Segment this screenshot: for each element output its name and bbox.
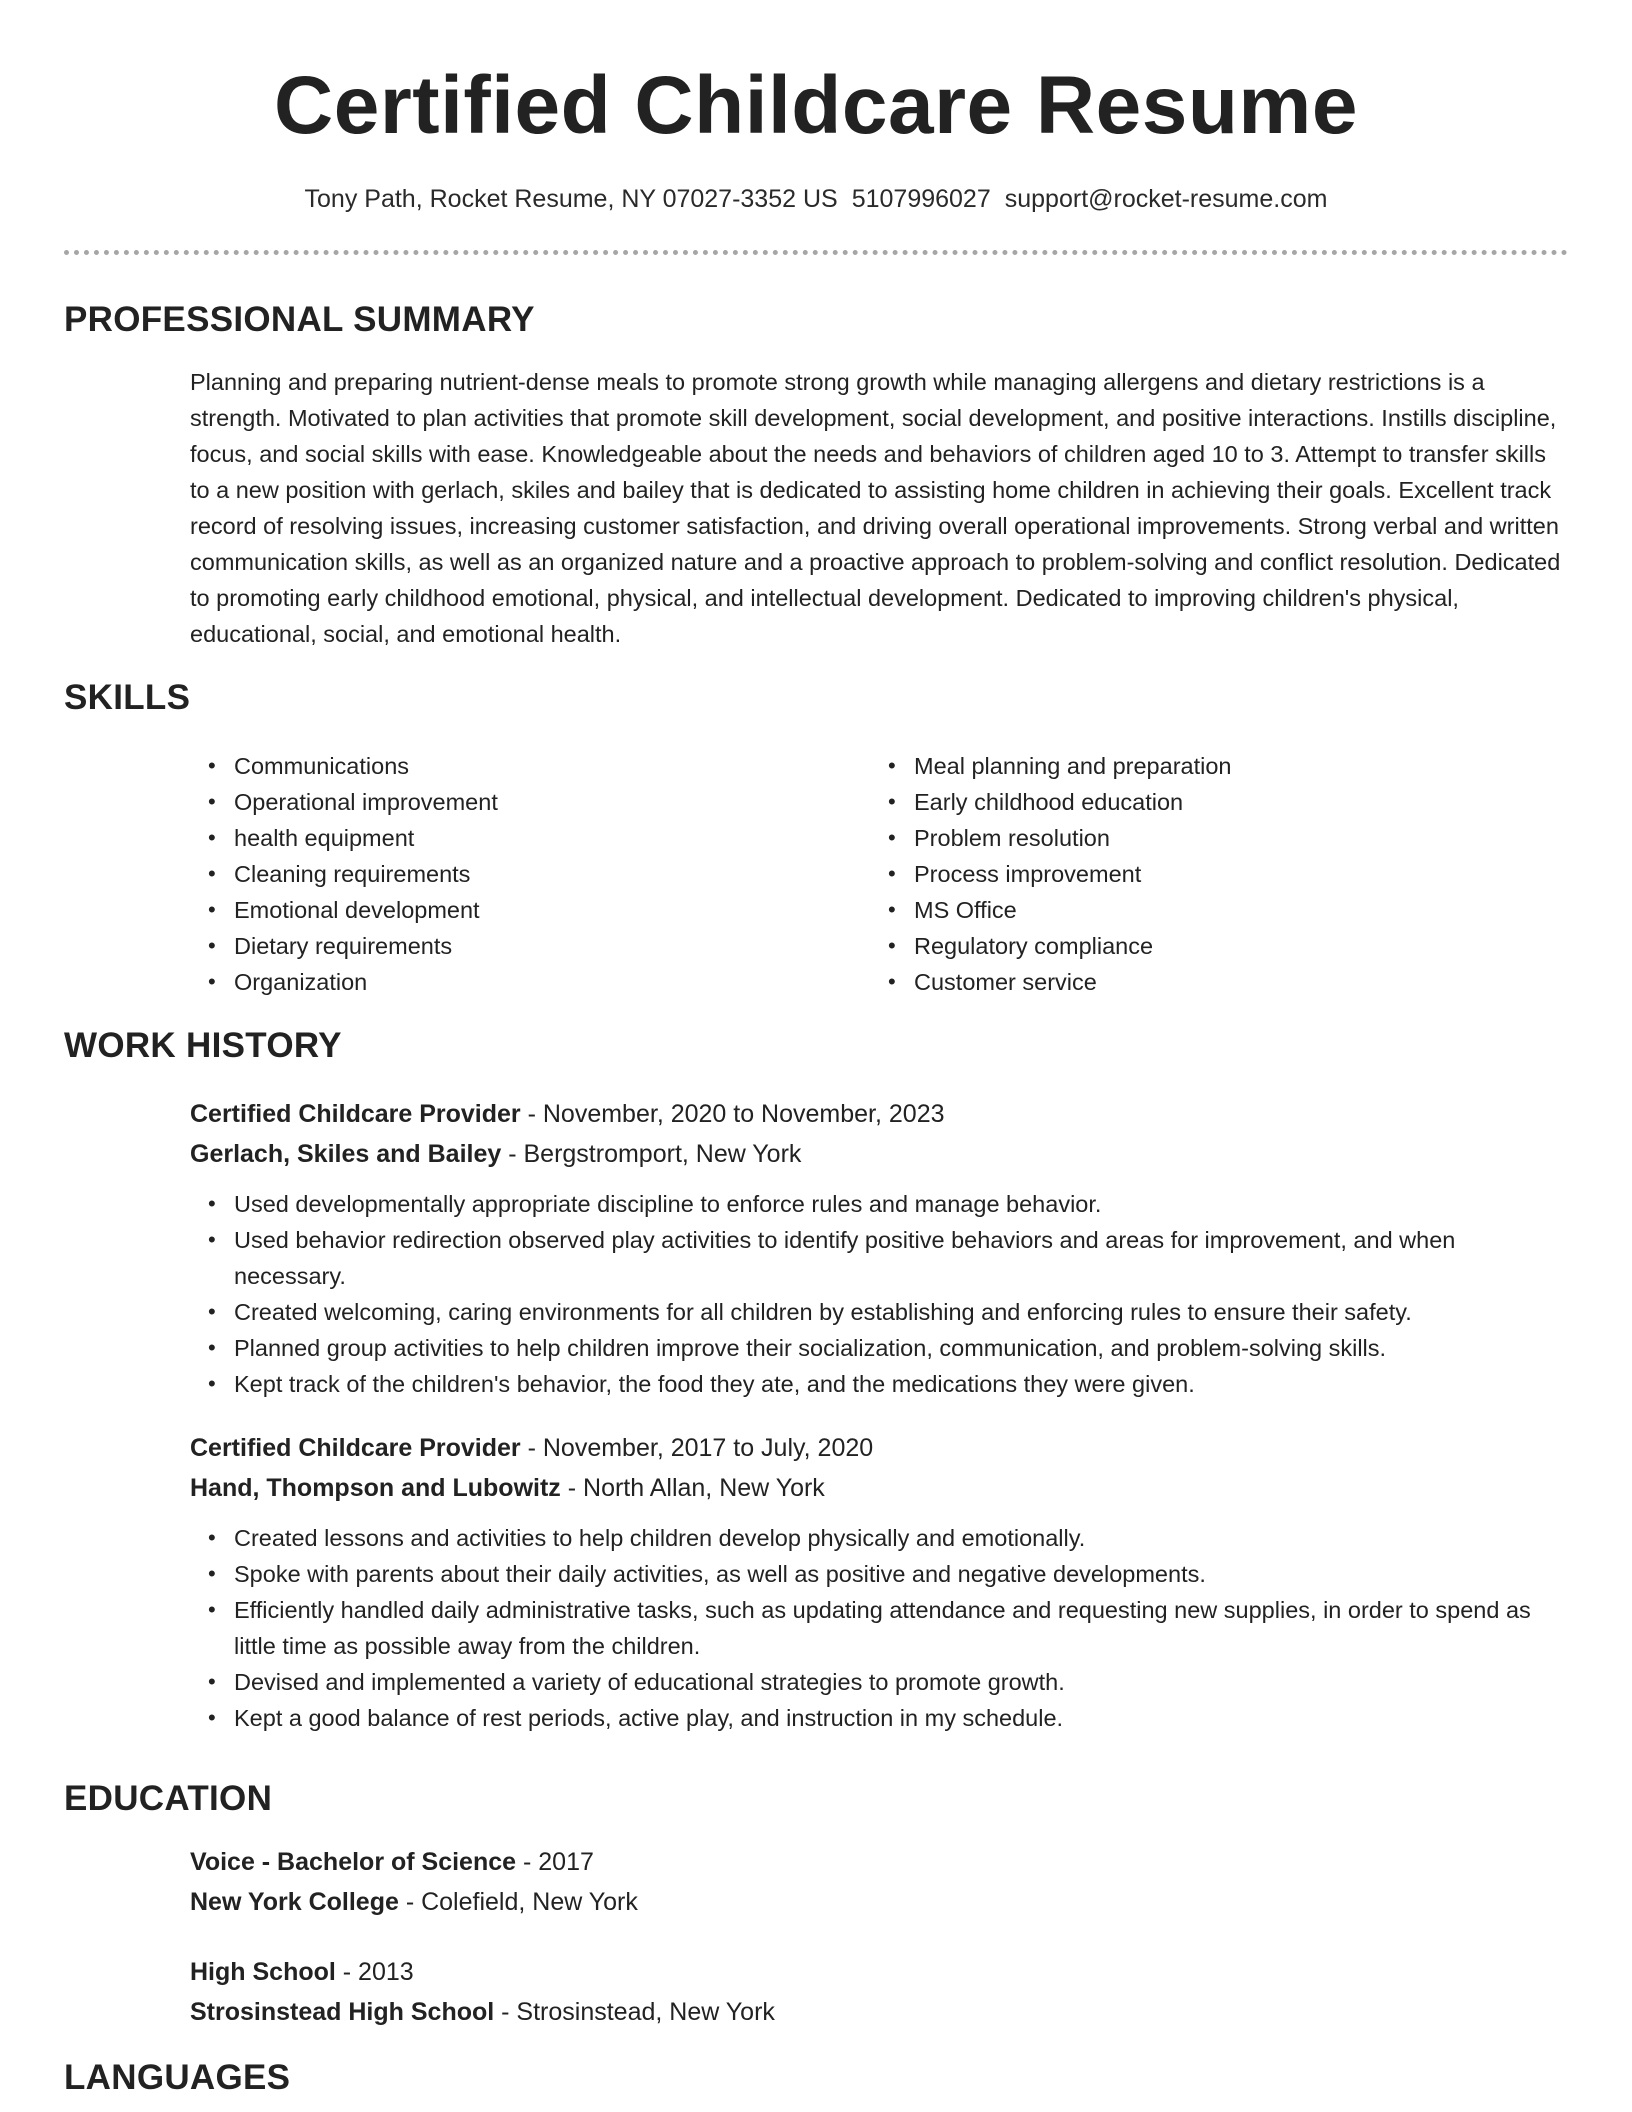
job-bullet: • Used developmentally appropriate discipline to enforce rules and manage behavior. (190, 1186, 1568, 1222)
job-bullet: • Created welcoming, caring environments for all children by establishing and enforcing rules to ensure their safety. (190, 1294, 1568, 1330)
job-title: Certified Childcare Provider (190, 1100, 521, 1128)
skill-item: • Operational improvement (190, 784, 830, 820)
job-bullet: • Spoke with parents about their daily activities, as well as positive and negative developments. (190, 1556, 1568, 1592)
education-degree-line (190, 1952, 1568, 1992)
skill-item: • Communications (190, 748, 830, 784)
summary-text: Planning and preparing nutrient-dense meals to promote strong growth while managing allergens and dietary restrictions is a strength. Motivated to plan activities that promote skill development, social development, and positive interactions. Instills discipline, focus, and social skills with ease. Knowledgeable about the needs and behaviors of children aged 10 to 3. Attempt to transfer skills to a new position with gerlach, skiles and bailey that is dedicated to assisting home children in achieving their goals. Excellent track record of resolving issues, increasing customer satisfaction, and driving overall operational improvements. Strong verbal and written communication skills, as well as an organized nature and a proactive approach to problem-solving and conflict resolution. Dedicated to promoting early childhood emotional, physical, and intellectual development. Dedicated to improving children's physical, educational, social, and emotional health. (190, 369, 1561, 647)
job-bullet: • Planned group activities to help children improve their socialization, communication, and problem-solving skills. (190, 1330, 1568, 1366)
header-divider (64, 250, 1568, 255)
job-company-line (190, 1468, 1568, 1508)
education-school: New York College (190, 1888, 399, 1916)
education-school-line (190, 1882, 1568, 1922)
education-entry (190, 1952, 1568, 2032)
job-bullet: • Created lessons and activities to help children develop physically and emotionally. (190, 1520, 1568, 1556)
job-company: Hand, Thompson and Lubowitz (190, 1474, 561, 1502)
skill-item: • Emotional development (190, 892, 830, 928)
contact-email: support@rocket-resume.com (1004, 185, 1328, 213)
education-heading: EDUCATION (64, 1779, 273, 1818)
education-location: - Strosinstead, New York (494, 1998, 775, 2026)
resume-page (64, 0, 1568, 2112)
skill-item: • health equipment (190, 820, 830, 856)
job-entry (190, 1428, 1568, 1736)
job-bullet: • Used behavior redirection observed play activities to identify positive behaviors and areas for improvement, and when necessary. (190, 1222, 1568, 1294)
education-school: Strosinstead High School (190, 1998, 495, 2026)
skill-item: • Process improvement (870, 856, 1510, 892)
contact-address: Tony Path, Rocket Resume, NY 07027-3352 US (304, 185, 838, 213)
skill-item: • Cleaning requirements (190, 856, 830, 892)
job-dates: - November, 2020 to November, 2023 (520, 1100, 945, 1128)
job-bullets (190, 1520, 1568, 1736)
skills-heading: SKILLS (64, 678, 191, 717)
skill-item: • MS Office (870, 892, 1510, 928)
education-year: - 2013 (335, 1958, 414, 1986)
job-title-line (190, 1428, 1568, 1468)
education-year: - 2017 (516, 1848, 594, 1876)
job-title-line (190, 1094, 1568, 1134)
summary-heading: PROFESSIONAL SUMMARY (64, 300, 535, 339)
skill-item: • Problem resolution (870, 820, 1510, 856)
skill-item: • Dietary requirements (190, 928, 830, 964)
job-bullet: • Kept a good balance of rest periods, active play, and instruction in my schedule. (190, 1700, 1568, 1736)
job-dates: - November, 2017 to July, 2020 (520, 1434, 874, 1462)
skills-list-right (870, 748, 1510, 1000)
skill-item: • Regulatory compliance (870, 928, 1510, 964)
job-location: - Bergstromport, New York (501, 1140, 802, 1168)
education-degree: Voice - Bachelor of Science (190, 1848, 517, 1876)
job-company: Gerlach, Skiles and Bailey (190, 1140, 502, 1168)
skill-item: • Organization (190, 964, 830, 1000)
job-bullet: • Devised and implemented a variety of educational strategies to promote growth. (190, 1664, 1568, 1700)
education-degree: High School (190, 1958, 336, 1986)
languages-heading: LANGUAGES (64, 2058, 291, 2097)
job-bullet: • Kept track of the children's behavior, the food they ate, and the medications they were given. (190, 1366, 1568, 1402)
job-bullets (190, 1186, 1568, 1402)
education-location: - Colefield, New York (398, 1888, 638, 1916)
job-location: - North Allan, New York (560, 1474, 825, 1502)
resume-title: Certified Childcare Resume (274, 60, 1358, 151)
contact-line (64, 182, 1568, 216)
education-entry (190, 1842, 1568, 1922)
education-degree-line (190, 1842, 1568, 1882)
contact-phone: 5107996027 (851, 185, 991, 213)
skill-item: • Customer service (870, 964, 1510, 1000)
job-bullet: • Efficiently handled daily administrative tasks, such as updating attendance and requesting new supplies, in order to spend as little time as possible away from the children. (190, 1592, 1568, 1664)
work-history-heading: WORK HISTORY (64, 1026, 342, 1065)
job-company-line (190, 1134, 1568, 1174)
job-title: Certified Childcare Provider (190, 1434, 521, 1462)
skill-item: • Early childhood education (870, 784, 1510, 820)
skills-list-left (190, 748, 830, 1000)
skill-item: • Meal planning and preparation (870, 748, 1510, 784)
education-school-line (190, 1992, 1568, 2032)
job-entry (190, 1094, 1568, 1402)
